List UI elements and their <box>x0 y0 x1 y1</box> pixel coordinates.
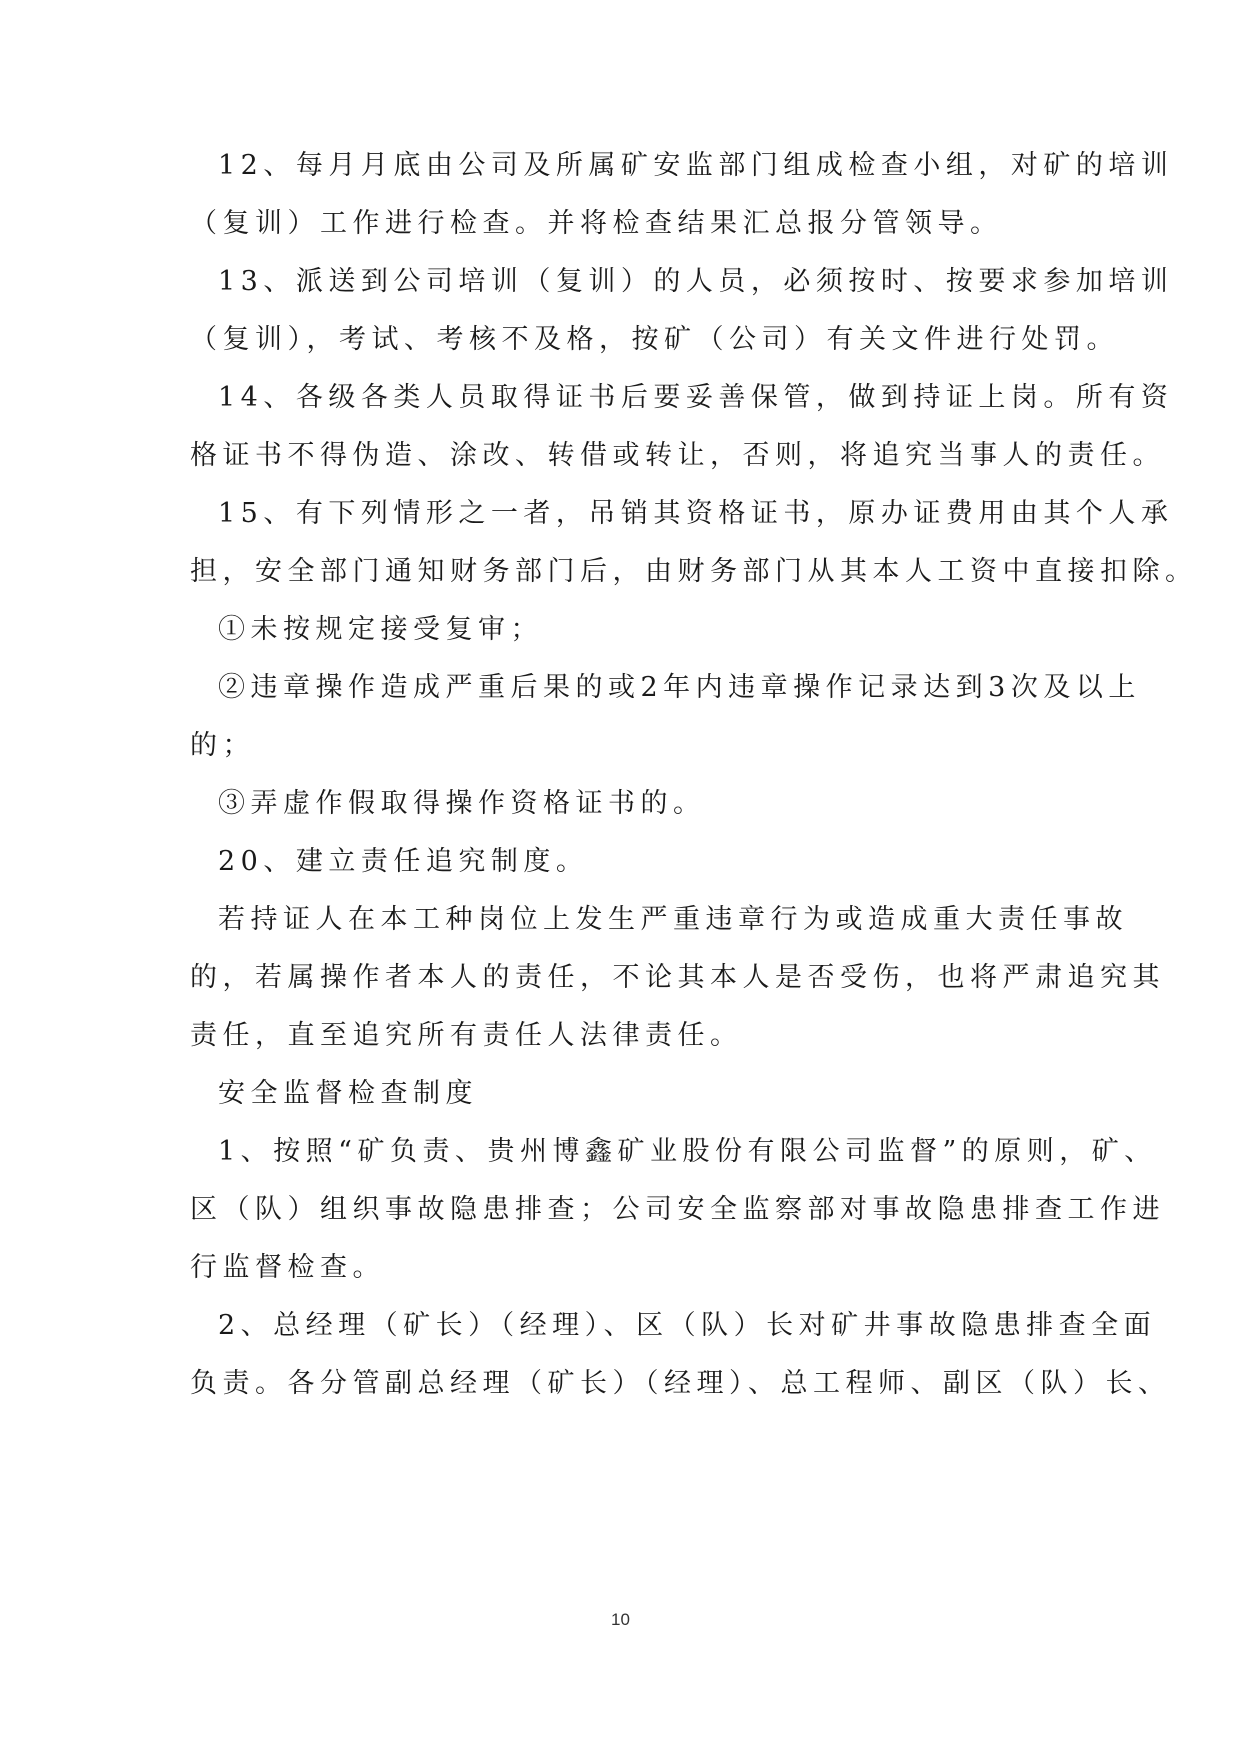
paragraph-line: 行监督检查。 <box>190 1252 385 1283</box>
paragraph-line: 13、派送到公司培训（复训）的人员，必须按时、按要求参加培训 <box>218 266 1174 297</box>
paragraph-line: 的，若属操作者本人的责任，不论其本人是否受伤，也将严肃追究其 <box>190 962 1165 993</box>
paragraph-line: 负责。各分管副总经理（矿长）（经理）、总工程师、副区（队）长、 <box>190 1368 1171 1399</box>
list-item: ①未按规定接受复审； <box>218 614 543 645</box>
list-item: ③弄虚作假取得操作资格证书的。 <box>218 788 706 819</box>
section-heading: 安全监督检查制度 <box>218 1078 478 1109</box>
paragraph-line: （复训），考试、考核不及格，按矿（公司）有关文件进行处罚。 <box>190 324 1119 355</box>
page-number: 10 <box>611 1610 630 1629</box>
paragraph-line: （复训）工作进行检查。并将检查结果汇总报分管领导。 <box>190 208 1003 239</box>
paragraph-line: 12、每月月底由公司及所属矿安监部门组成检查小组，对矿的培训 <box>218 150 1174 181</box>
paragraph-line: 14、各级各类人员取得证书后要妥善保管，做到持证上岗。所有资 <box>218 382 1174 413</box>
paragraph-line: 格证书不得伪造、涂改、转借或转让，否则，将追究当事人的责任。 <box>190 440 1165 471</box>
paragraph-line: 的； <box>190 730 255 761</box>
paragraph-line: 若持证人在本工种岗位上发生严重违章行为或造成重大责任事故 <box>218 904 1128 935</box>
paragraph-line: 担，安全部门通知财务部门后，由财务部门从其本人工资中直接扣除。 <box>190 556 1198 587</box>
paragraph-line: 责任，直至追究所有责任人法律责任。 <box>190 1020 743 1051</box>
paragraph-line: 15、有下列情形之一者，吊销其资格证书，原办证费用由其个人承 <box>218 498 1174 529</box>
paragraph-line: 1、按照“矿负责、贵州博鑫矿业股份有限公司监督”的原则，矿、 <box>218 1136 1157 1167</box>
list-item: ②违章操作造成严重后果的或2年内违章操作记录达到3次及以上 <box>218 672 1141 703</box>
paragraph-line: 20、建立责任追究制度。 <box>218 846 589 877</box>
paragraph-line: 区（队）组织事故隐患排查；公司安全监察部对事故隐患排查工作进 <box>190 1194 1165 1225</box>
paragraph-line: 2、总经理（矿长）（经理）、区（队）长对矿井事故隐患排查全面 <box>218 1310 1157 1341</box>
